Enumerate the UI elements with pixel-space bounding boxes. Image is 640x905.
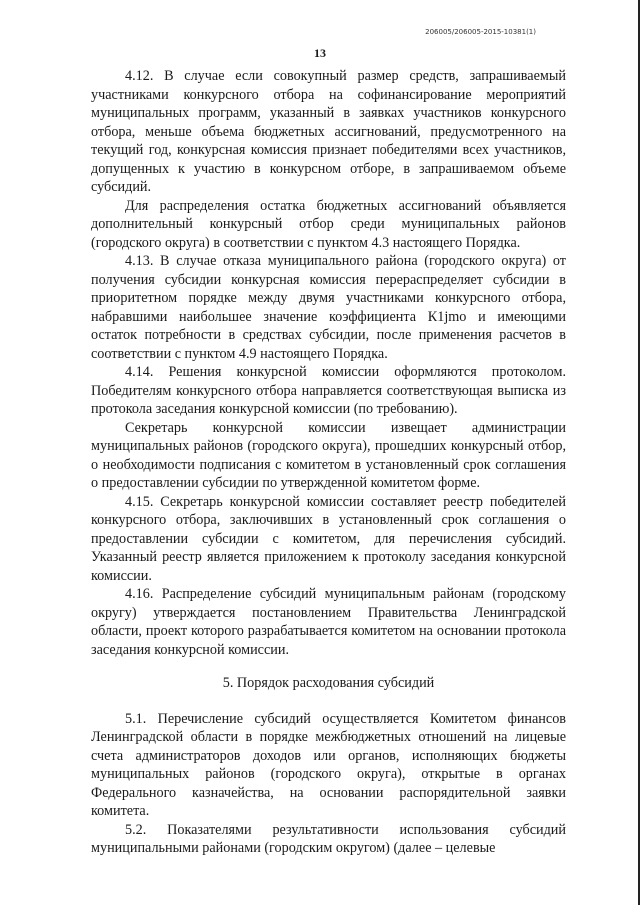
paragraph-4-15: 4.15. Секретарь конкурсной комиссии составляет реестр победителей конкурсного отбора, заключивших в установленный срок соглашения о предоставлении субсидии с комитетом, для перечисления субсидий. Указанный реестр является приложением к протоколу заседания конкурсной комиссии.: [91, 493, 566, 584]
section-5-heading: 5. Порядок расходования субсидий: [222, 675, 435, 691]
paragraph-4-12-additional: Для распределения остатка бюджетных ассигнований объявляется дополнительный конкурсный отбор среди муниципальных районов (городского округа) в соответствии с пунктом 4.3 настоящего Порядка.: [91, 197, 566, 251]
paragraph-5-1: 5.1. Перечисление субсидий осуществляется Комитетом финансов Ленинградской области в порядке межбюджетных отношений на лицевые счета администраторов доходов или органов, исполняющих бюджеты муниципальных районов (городского округа), открытые в органах Федерального казначейства, на основании распорядительной заявки комитета.: [91, 710, 566, 819]
paragraph-4-16: 4.16. Распределение субсидий муниципальным районам (городскому округу) утверждается постановлением Правительства Ленинградской области, проект которого разрабатывается комитетом на основании протокола заседания конкурсной комиссии.: [91, 586, 566, 658]
paragraph-4-13: 4.13. В случае отказа муниципального района (городского округа) от получения субсидии конкурсная комиссия перераспределяет субсидии в приоритетном порядке между двумя участниками конкурсного отбора, набравшими наибольшее значение коэффициента К1jmo и имеющими остаток потребности в средствах субсидии, после применения расчетов в соответствии с пунктом 4.9 настоящего Порядка.: [91, 253, 566, 362]
paragraph-4-14: 4.14. Решения конкурсной комиссии оформляются протоколом. Победителям конкурсного отбора направляется соответствующая выписка из протокола заседания конкурсной комиссии (по требованию).: [91, 364, 566, 417]
document-id: 206005/206005-2015-10381(1): [425, 28, 536, 36]
paragraph-4-12: 4.12. В случае если совокупный размер средств, запрашиваемый участниками конкурсного отбора на софинансирование мероприятий муниципальных программ, указанный в заявках участников конкурсного отбора, меньше объема бюджетных ассигнований, предусмотренного на текущий год, конкурсная комиссия признает победителями всех участников, допущенных к участию в конкурсном отборе, в запрашиваемом объеме субсидий.: [91, 68, 566, 195]
paragraph-4-14-secretary: Секретарь конкурсной комиссии извещает администрации муниципальных районов (городского округа), прошедших конкурсный отбор, о необходимости подписания с комитетом в установленный срок соглашения о предоставлении субсидии по утвержденной комитетом форме.: [91, 419, 566, 491]
document-body: [91, 67, 566, 858]
page-number: 13: [314, 46, 326, 60]
paragraph-5-2: 5.2. Показателями результативности использования субсидий муниципальными районами (городским округом) (далее – целевые: [91, 821, 566, 856]
